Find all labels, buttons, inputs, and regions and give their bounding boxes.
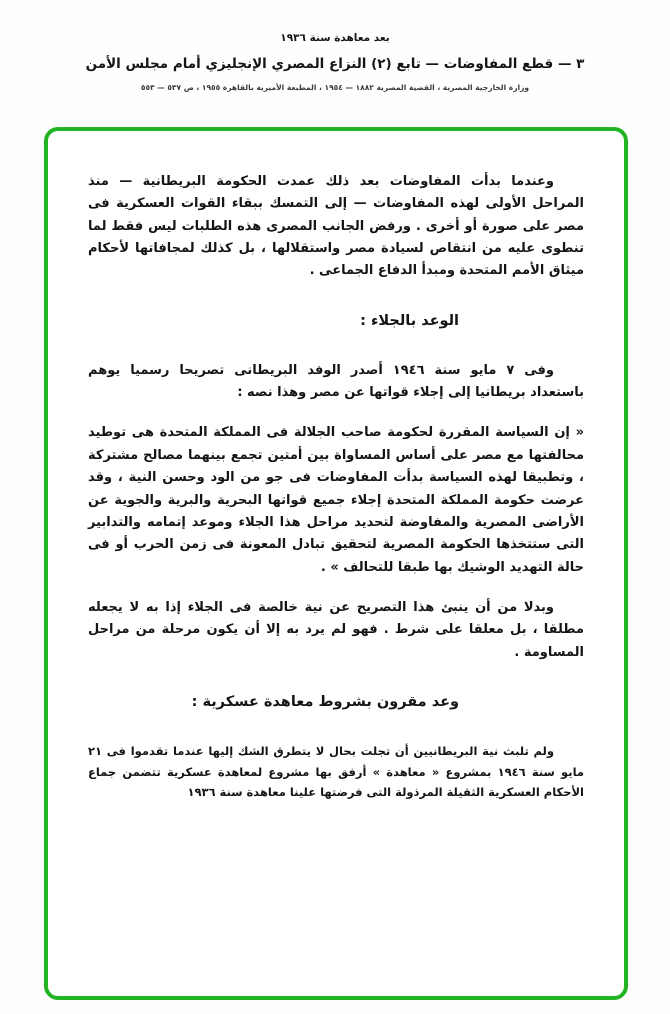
header-subtitle: بعد معاهدة سنة ١٩٣٦: [280, 32, 390, 44]
paragraph-negotiations-intro: وعندما بدأت المفاوضات بعد ذلك عمدت الحكومة البريطانية — منذ المراحل الأولى لهذه المفاوضات — إلى التمسك ببقاء القوات العسكرية فى مصر على صورة أو أخرى . ورفض الجانب المصرى هذه الطلبات ليس فقط لما تنطوى عليه من انتقاص لسيادة مصر واستقلالها ، بل كذلك لمجافاتها لأحكام ميثاق الأمم المتحدة ومبدأ الدفاع الجماعى .: [88, 174, 584, 279]
paragraph-military-treaty-draft: ولم تلبث نية البريطانيين أن تجلت بحال لا يتطرق الشك إليها عندما تقدموا فى ٢١ مايو سنة ١٩٤٦ بمشروع « معاهدة » أرفق بها مشروع لمعاهدة عسكرية تتضمن جماع الأحكام العسكرية الثقيلة المرذولة التى فرضتها علينا معاهدة سنة ١٩٣٦: [88, 743, 585, 800]
green-border-frame: [44, 127, 628, 1000]
paragraph-declaration-intro: وفى ٧ مايو سنة ١٩٤٦ أصدر الوفد البريطانى تصريحا رسميا يوهم باستعداد بريطانيا إلى إجلاء قواتها عن مصر وهذا نصه :: [88, 362, 584, 401]
header-title: ٣ — قطع المفاوضات — تابع (٢) النزاع المصري الإنجليزي أمام مجلس الأمن: [85, 56, 585, 72]
header-source-citation: وزارة الخارجية المصرية ، القضية المصرية ١٨٨٢ — ١٩٥٤ ، المطبعة الأميرية بالقاهرة ١٩٥٥ ، ص ٥٣٧ — ٥٥٣: [140, 83, 530, 92]
document-body-text: [48, 131, 624, 803]
paragraph-commentary: وبدلا من أن ينبئ هذا التصريح عن نية خالصة فى الجلاء إذا به لا يجعله مطلقا ، بل معلقا على شرط . فهو لم يرد به إلا أن يكون مرحلة من مراحل المساومة .: [88, 599, 584, 660]
paragraph-declaration-quote: « إن السياسة المقررة لحكومة صاحب الجلالة فى المملكة المتحدة هى توطيد محالفتها مع مصر على أساس المساواة بين أمتين تجمع بينهما مصالح مشتركة ، وتطبيقا لهذه السياسة بدأت المفاوضات فى جو من الود وحسن النية ، وقد عرضت حكومة المملكة المتحدة إجلاء جميع قواتها البحرية والبرية والجوية عن الأراضى المصرية والمفاوضة لتحديد مراحل هذا الجلاء وموعد إتمامه والتدابير التى ستتخذها الحكومة المصرية لتحقيق تبادل المعونة فى زمن الحرب أو فى حالة التهديد الوشيك بها طبقا للتحالف » .: [88, 425, 584, 575]
document-header: [0, 0, 670, 92]
heading-conditional-promise: وعد مقرون بشروط معاهدة عسكرية :: [191, 694, 459, 711]
heading-evacuation-promise: الوعد بالجلاء :: [360, 312, 459, 329]
